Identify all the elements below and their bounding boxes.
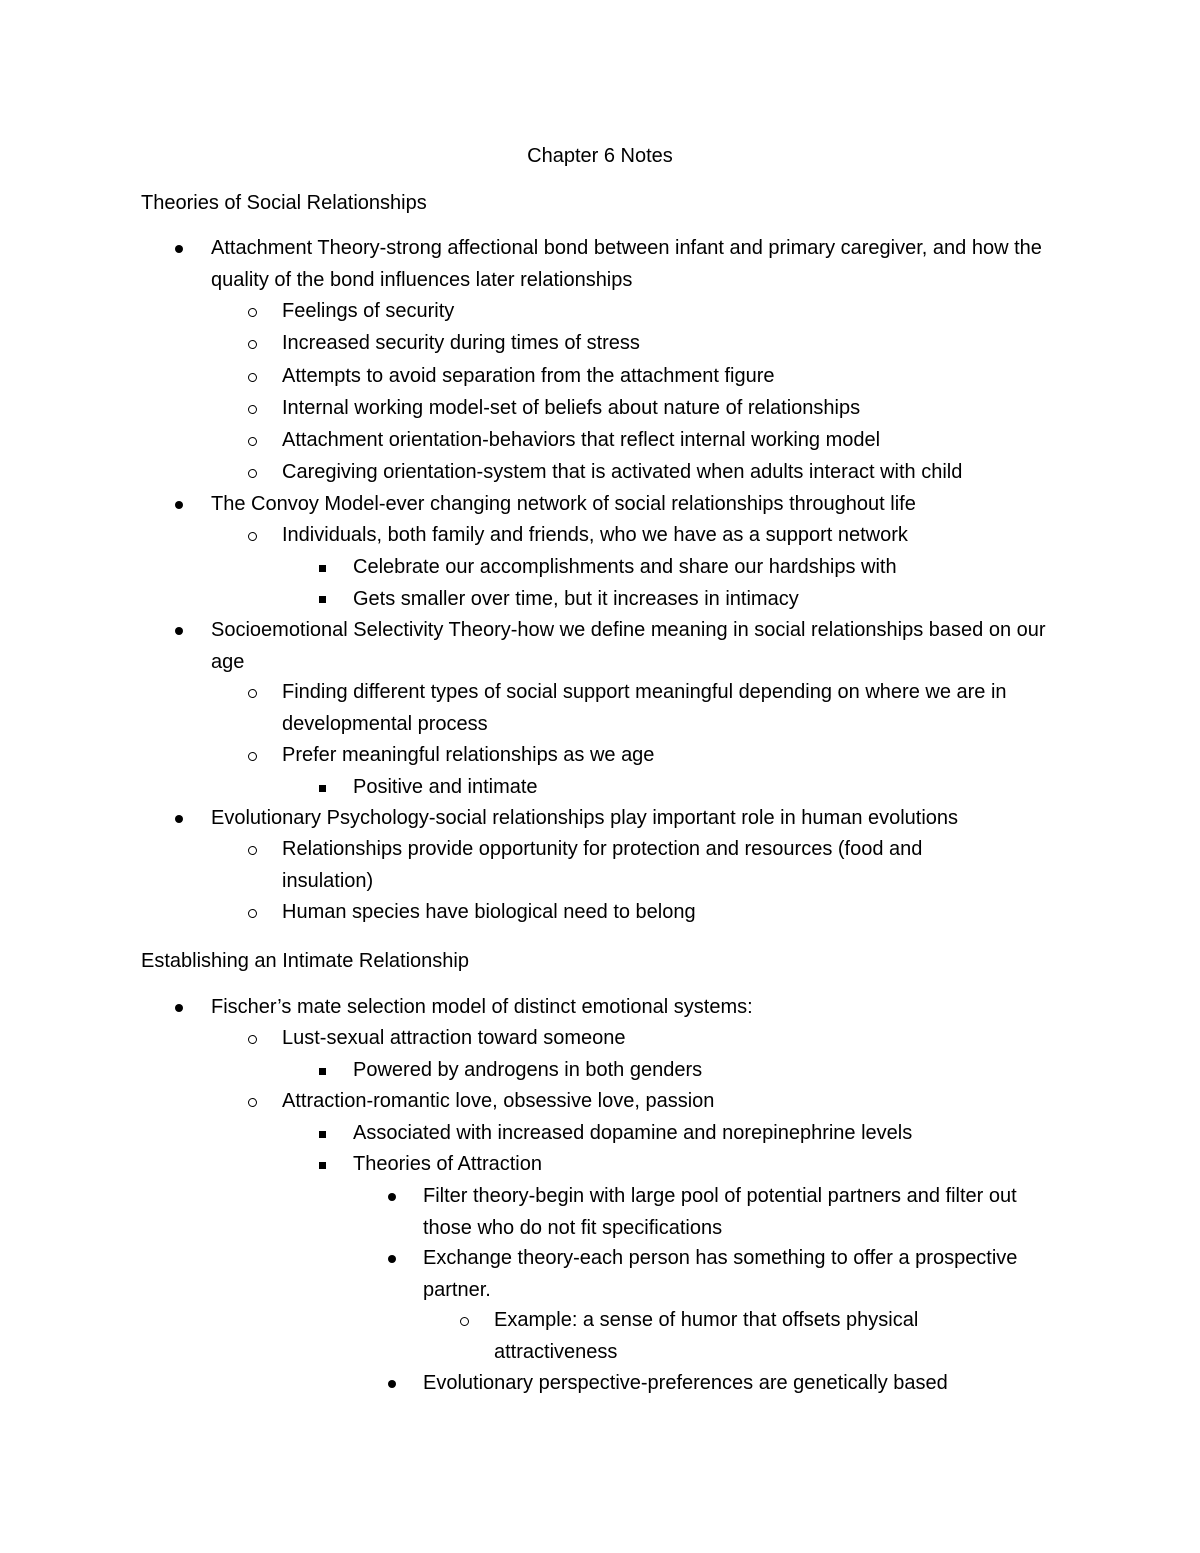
bullet-disc-icon bbox=[388, 1255, 396, 1263]
bullet-disc-icon bbox=[388, 1193, 396, 1201]
list-item: Evolutionary Psychology-social relationships play important role in human evolutions bbox=[211, 807, 959, 829]
section-heading-theories: Theories of Social Relationships bbox=[141, 192, 427, 214]
bullet-circle-icon bbox=[248, 909, 257, 918]
list-item: Relationships provide opportunity for protection and resources (food and insulation) bbox=[282, 838, 923, 892]
list-item: Theories of Attraction bbox=[353, 1153, 542, 1175]
list-item: Finding different types of social support meaningful depending on where we are in developmental process bbox=[282, 681, 1007, 735]
list-item: Attachment orientation-behaviors that reflect internal working model bbox=[282, 429, 881, 451]
bullet-circle-icon bbox=[248, 1035, 257, 1044]
bullet-square-icon bbox=[319, 565, 326, 572]
list-item: Associated with increased dopamine and norepinephrine levels bbox=[353, 1122, 913, 1144]
bullet-circle-icon bbox=[248, 340, 257, 349]
list-item: Attachment Theory-strong affectional bond between infant and primary caregiver, and how the quality of the bond influences later relationships bbox=[211, 237, 1042, 291]
list-item: Human species have biological need to belong bbox=[282, 901, 696, 923]
bullet-square-icon bbox=[319, 596, 326, 603]
list-item: Socioemotional Selectivity Theory-how we define meaning in social relationships based on our age bbox=[211, 619, 1046, 673]
bullet-circle-icon bbox=[248, 846, 257, 855]
list-item: Attraction-romantic love, obsessive love, passion bbox=[282, 1090, 715, 1112]
list-item: Feelings of security bbox=[282, 300, 455, 322]
list-item: Fischer’s mate selection model of distinct emotional systems: bbox=[211, 996, 753, 1018]
bullet-square-icon bbox=[319, 1162, 326, 1169]
list-item: Celebrate our accomplishments and share our hardships with bbox=[353, 556, 897, 578]
bullet-circle-icon bbox=[248, 437, 257, 446]
bullet-circle-icon bbox=[248, 752, 257, 761]
bullet-circle-icon bbox=[248, 405, 257, 414]
list-item: Increased security during times of stress bbox=[282, 332, 640, 354]
bullet-disc-icon bbox=[388, 1380, 396, 1388]
list-item: Powered by androgens in both genders bbox=[353, 1059, 703, 1081]
list-item: Lust-sexual attraction toward someone bbox=[282, 1027, 626, 1049]
bullet-circle-icon bbox=[248, 308, 257, 317]
list-item: Evolutionary perspective-preferences are genetically based bbox=[423, 1372, 948, 1394]
list-item: Filter theory-begin with large pool of potential partners and filter out those who do not fit specifications bbox=[423, 1185, 1017, 1239]
bullet-disc-icon bbox=[175, 245, 183, 253]
list-item: Internal working model-set of beliefs about nature of relationships bbox=[282, 397, 861, 419]
bullet-square-icon bbox=[319, 1131, 326, 1138]
bullet-square-icon bbox=[319, 1068, 326, 1075]
bullet-circle-icon bbox=[460, 1317, 469, 1326]
bullet-disc-icon bbox=[175, 815, 183, 823]
bullet-circle-icon bbox=[248, 469, 257, 478]
list-item: Gets smaller over time, but it increases in intimacy bbox=[353, 588, 799, 610]
list-item: Positive and intimate bbox=[353, 776, 538, 798]
bullet-disc-icon bbox=[175, 1004, 183, 1012]
bullet-disc-icon bbox=[175, 501, 183, 509]
bullet-circle-icon bbox=[248, 1098, 257, 1107]
bullet-circle-icon bbox=[248, 532, 257, 541]
bullet-square-icon bbox=[319, 785, 326, 792]
list-item: Exchange theory-each person has something to offer a prospective partner. bbox=[423, 1247, 1018, 1301]
list-item: Caregiving orientation-system that is activated when adults interact with child bbox=[282, 461, 963, 483]
page-title: Chapter 6 Notes bbox=[527, 145, 673, 167]
list-item: Individuals, both family and friends, who we have as a support network bbox=[282, 524, 908, 546]
list-item: Attempts to avoid separation from the attachment figure bbox=[282, 365, 775, 387]
list-item: Prefer meaningful relationships as we age bbox=[282, 744, 655, 766]
bullet-circle-icon bbox=[248, 689, 257, 698]
section-heading-intimate: Establishing an Intimate Relationship bbox=[141, 950, 469, 972]
list-item: Example: a sense of humor that offsets physical attractiveness bbox=[494, 1309, 919, 1363]
bullet-circle-icon bbox=[248, 373, 257, 382]
list-item: The Convoy Model-ever changing network of social relationships throughout life bbox=[211, 493, 916, 515]
bullet-disc-icon bbox=[175, 627, 183, 635]
